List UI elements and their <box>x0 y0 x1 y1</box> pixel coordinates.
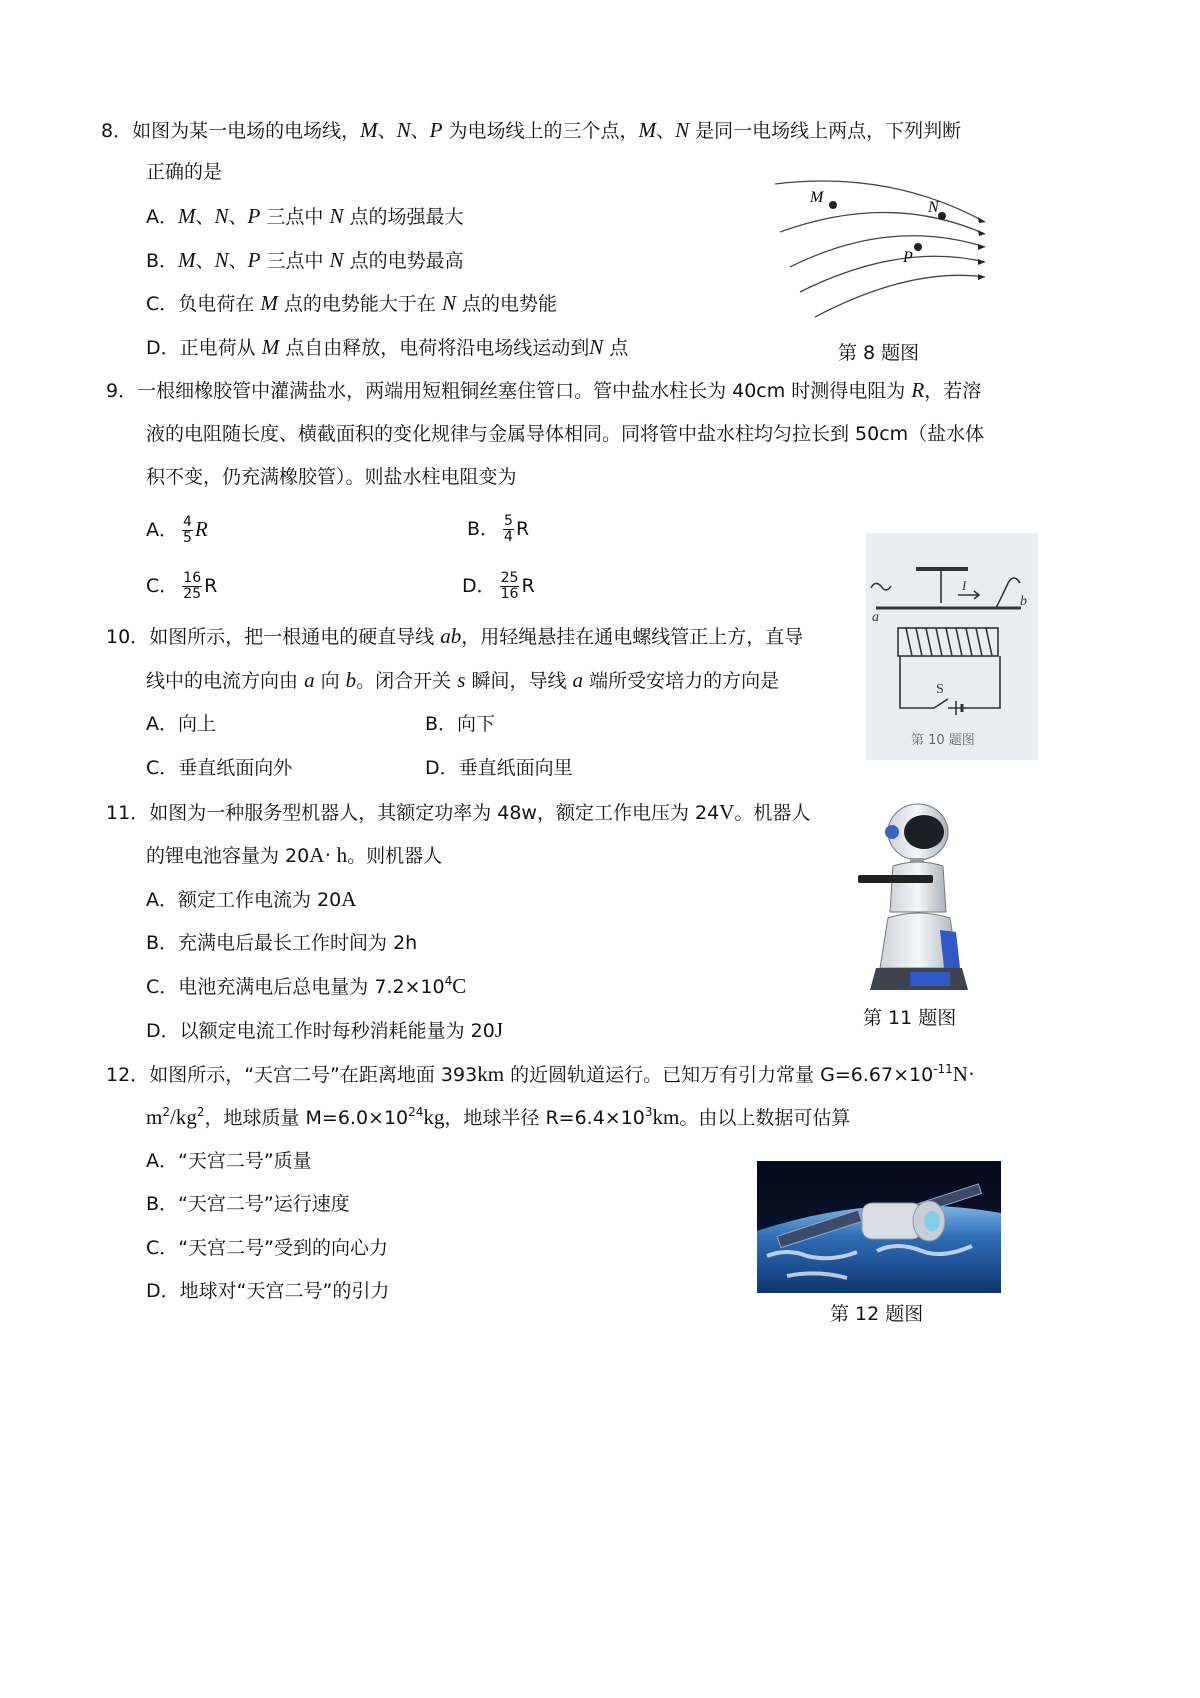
q11-robot-figure <box>848 800 984 1002</box>
q12-stem-line1: 12．如图所示，“天宫二号”在距离地面 393km 的近圆轨道运行。已知万有引力常量 $G=6.67\times 10^{-11}N\cdot$ <box>106 1062 975 1086</box>
q8-figure-caption: 第 8 题图 <box>838 342 920 364</box>
point-m <box>829 201 837 209</box>
q8-option-c[interactable]: C．负电荷在 M 点的电势能大于在 N 点的电势能 <box>146 291 558 315</box>
q12-option-c[interactable]: C．“天宫二号”受到的向心力 <box>146 1237 388 1259</box>
q10-option-b[interactable]: B．向下 <box>425 713 496 735</box>
q12-option-d[interactable]: D．地球对“天宫二号”的引力 <box>146 1280 390 1302</box>
label-current: I <box>962 578 967 593</box>
fraction: $\frac{25}{16}$ <box>500 570 519 602</box>
robot-tray <box>858 875 933 883</box>
q12-option-b[interactable]: B．“天宫二号”运行速度 <box>146 1193 350 1215</box>
point-p <box>914 243 922 251</box>
label-n: N <box>928 199 939 216</box>
q11-option-b[interactable]: B．充满电后最长工作时间为 2h <box>146 932 418 954</box>
q8-option-b[interactable]: B．M、N、P 三点中 N 点的电势最高 <box>146 248 464 272</box>
label-a: a <box>872 610 879 625</box>
q8-option-d[interactable]: D．正电荷从 M 点自由释放，电荷将沿电场线运动到N 点 <box>146 335 629 359</box>
q11-option-d[interactable]: D．以额定电流工作时每秒消耗能量为 20J <box>146 1018 504 1042</box>
q12-figure-caption: 第 12 题图 <box>830 1303 924 1325</box>
q11-option-a[interactable]: A．额定工作电流为 20A <box>146 887 357 911</box>
q9-stem-line2: 液的电阻随长度、横截面积的变化规律与金属导体相同。同将管中盐水柱均匀拉长到 50cm（盐水体 <box>146 423 985 445</box>
field-line-3 <box>790 236 985 267</box>
q9-number: 9． <box>106 380 138 402</box>
robot-ear <box>885 825 899 839</box>
q11-figure-caption: 第 11 题图 <box>863 1007 957 1029</box>
robot-face-visor <box>904 815 944 849</box>
q10-number: 10． <box>106 626 150 648</box>
field-line-2 <box>780 212 985 234</box>
q9-option-d[interactable]: D． $\frac{25}{16}$ R <box>462 570 535 602</box>
robot-torso <box>890 862 946 912</box>
q12-space-station-figure <box>757 1161 1001 1293</box>
q10-option-d[interactable]: D．垂直纸面向里 <box>425 757 573 779</box>
arrow-head <box>978 217 985 223</box>
q10-stem-line1: 10．如图所示，把一根通电的硬直导线 ab，用轻绳悬挂在通电螺线管正上方，直导 <box>106 624 804 648</box>
q11-stem-line1: 11．如图为一种服务型机器人，其额定功率为 48w，额定工作电压为 24V。机器人 <box>106 800 811 824</box>
q12-stem-line2: $m^2/kg^2$，地球质量 $M=6.0\times 10^{24}kg$，地球半径 $R=6.4\times 10^3km$。由以上数据可估算 <box>146 1105 851 1129</box>
field-line-1 <box>775 181 985 222</box>
q10-option-a[interactable]: A．向上 <box>146 713 217 735</box>
fraction: $\frac{16}{25}$ <box>183 570 202 602</box>
q9-stem-line1: 9．一根细橡胶管中灌满盐水，两端用短粗铜丝塞住管口。管中盐水柱长为 40cm 时测得电阻为 R，若溶 <box>106 378 982 402</box>
fraction: $\frac{4}{5}$ <box>183 514 192 546</box>
q9-option-a[interactable]: A． $\frac{4}{5}$ R <box>146 514 208 546</box>
q11-number: 11． <box>106 802 150 824</box>
q8-field-line-figure <box>770 172 1000 322</box>
figure-10-caption: 第 10 题图 <box>911 733 975 748</box>
q10-stem-line2: 线中的电流方向由 a 向 b。闭合开关 s 瞬间，导线 a 端所受安培力的方向是 <box>146 668 780 692</box>
q12-option-a[interactable]: A．“天宫二号”质量 <box>146 1150 312 1172</box>
q10-solenoid-figure <box>866 533 1038 760</box>
field-line-4 <box>800 256 985 292</box>
field-line-5 <box>815 275 985 317</box>
arrow-head <box>978 274 985 280</box>
point-n <box>938 212 946 220</box>
q8-stem-line2: 正确的是 <box>146 161 223 183</box>
q8-option-a[interactable]: A．M、N、P 三点中 N 点的场强最大 <box>146 204 464 228</box>
q8-number: 8． <box>101 120 133 142</box>
q11-option-c[interactable]: C．电池充满电后总电量为 $7.2\times 10^4C$ <box>146 974 467 998</box>
q8-stem-line1: 8．如图为某一电场的电场线，M、N、P 为电场线上的三个点，M、N 是同一电场线上两点，下列判断 <box>101 118 962 142</box>
arrow-head <box>978 244 985 250</box>
fraction: $\frac{5}{4}$ <box>504 513 513 545</box>
label-m: M <box>810 189 824 206</box>
q9-option-c[interactable]: C． $\frac{16}{25}$ R <box>146 570 218 602</box>
q9-option-b[interactable]: B． $\frac{5}{4}$ R <box>467 513 530 545</box>
arrow-head <box>978 259 985 265</box>
label-switch: S <box>936 682 944 697</box>
q12-number: 12． <box>106 1064 150 1086</box>
q10-option-c[interactable]: C．垂直纸面向外 <box>146 757 293 779</box>
q9-stem-line3: 积不变，仍充满橡胶管）。则盐水柱电阻变为 <box>146 466 517 488</box>
q11-stem-line2: 的锂电池容量为 20A· h。则机器人 <box>146 843 443 867</box>
robot-blue-bumper <box>910 972 950 986</box>
docking-port-light <box>924 1211 940 1231</box>
label-p: P <box>903 249 913 266</box>
label-b: b <box>1020 594 1027 609</box>
